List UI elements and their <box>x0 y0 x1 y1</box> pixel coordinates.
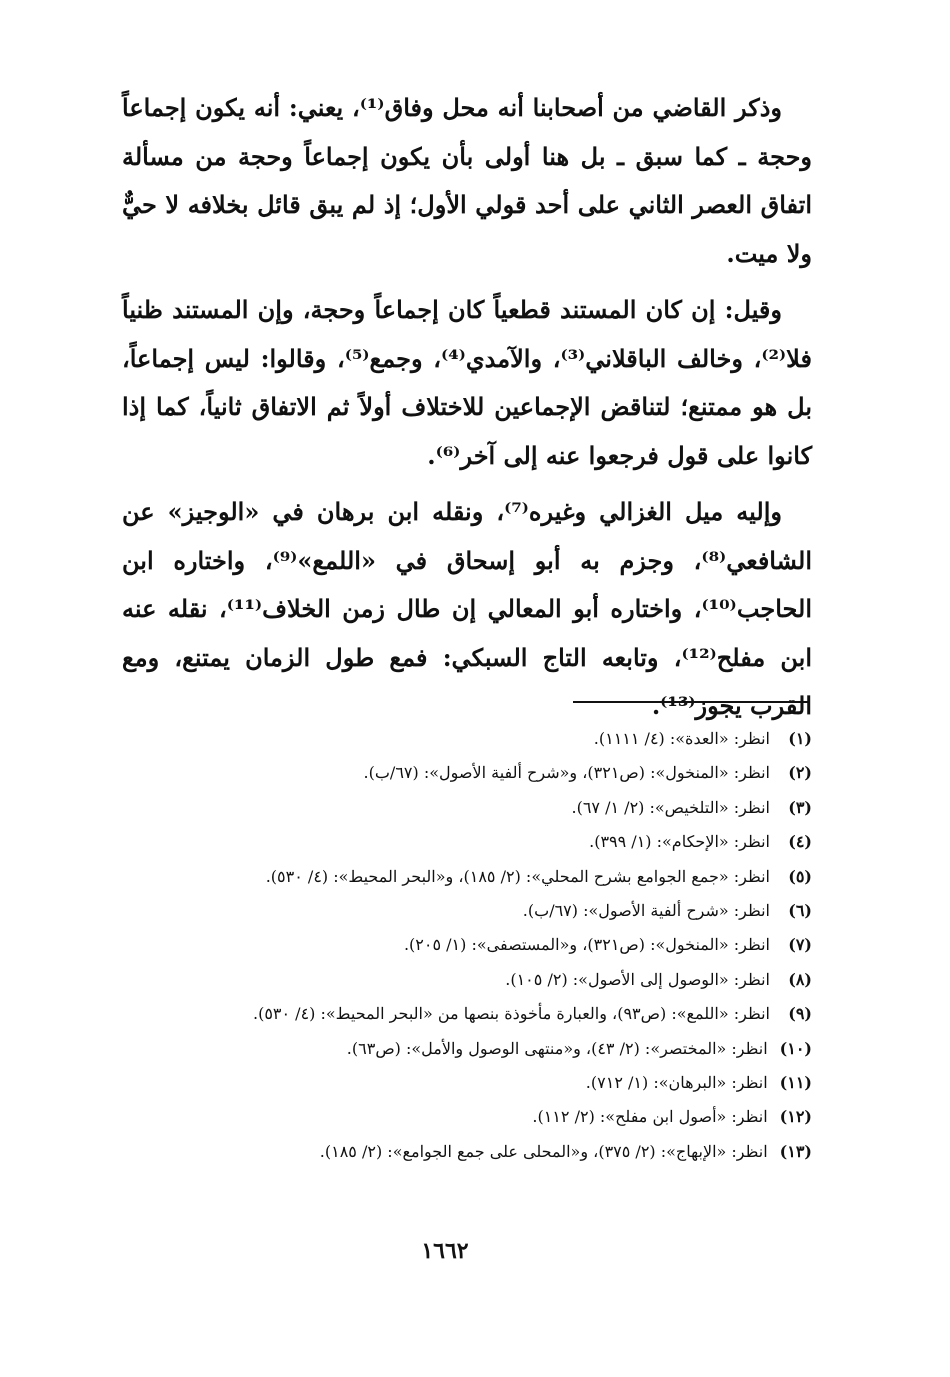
footnote-text: انظر: «المنخول»: (ص٣٢١)، و«شرح ألفية الأصول»: (٦٧/ب). <box>363 763 770 783</box>
footnote-text: انظر: «جمع الجوامع بشرح المحلي»: (٢/ ١٨٥)، و«البحر المحيط»: (٤/ ٥٣٠). <box>265 866 770 886</box>
footnote <box>112 791 812 825</box>
page-number: ١٦٦٢ <box>421 1238 469 1264</box>
footnote-number: (١٠) <box>779 1038 812 1058</box>
footnote-number: (١٣) <box>779 1141 812 1161</box>
footnote <box>112 825 812 859</box>
body-text <box>122 84 812 731</box>
footnote <box>112 997 812 1031</box>
footnote-number: (٩) <box>788 1004 812 1024</box>
footnote-text: انظر: «العدة»: (٤/ ١١١١). <box>593 729 770 748</box>
footnote-text: انظر: «أصول ابن مفلح»: (٢/ ١١٢). <box>532 1107 768 1127</box>
footnote-number: (١٢) <box>779 1107 812 1127</box>
footnote-number: (١) <box>788 729 812 748</box>
footnote-separator <box>573 701 809 703</box>
footnote <box>112 756 812 790</box>
footnote <box>112 963 812 997</box>
footnote-text: انظر: «الإبهاج»: (٢/ ٣٧٥)، و«المحلى على جمع الجوامع»: (٢/ ١٨٥). <box>319 1141 768 1161</box>
footnote-text: انظر: «البرهان»: (١/ ٧١٢). <box>585 1073 768 1093</box>
footnote-text: انظر: «الإحكام»: (١/ ٣٩٩). <box>589 832 770 852</box>
footnote-number: (٢) <box>788 763 812 783</box>
footnote <box>112 1100 812 1134</box>
footnotes <box>112 722 812 1169</box>
footnote-text: انظر: «التلخيص»: (٢/ ١/ ٦٧). <box>571 797 770 817</box>
footnote <box>112 928 812 962</box>
paragraph: وإليه ميل الغزالي وغيره⁽⁷⁾، ونقله ابن برهان في «الوجيز» عن الشافعي⁽⁸⁾، وجزم به أبو إسحاق في «اللمع»⁽⁹⁾، واختاره ابن الحاجب⁽¹⁰⁾، واختاره أبو المعالي إن طال زمن الخلاف⁽¹¹⁾، نقله عنه ابن مفلح⁽¹²⁾، وتابعه التاج السبكي: فمع طول الزمان يمتنع، ومع القرب يجوز⁽¹³⁾. <box>122 497 813 720</box>
footnote-text: انظر: «الوصول إلى الأصول»: (٢/ ١٠٥). <box>505 969 770 989</box>
footnote-number: (٧) <box>788 935 812 955</box>
footnote-text: انظر: «المختصر»: (٢/ ٤٣)، و«منتهى الوصول والأمل»: (ص٦٣). <box>346 1038 768 1058</box>
footnote-number: (٤) <box>788 832 812 852</box>
footnote <box>112 1032 812 1066</box>
footnote <box>112 1135 812 1169</box>
footnote-number: (٦) <box>788 901 812 921</box>
footnote <box>112 722 812 756</box>
footnote <box>112 1066 812 1100</box>
footnote-number: (٨) <box>788 969 812 989</box>
paragraph: وقيل: إن كان المستند قطعياً كان إجماعاً وحجة، وإن المستند ظنياً فلا⁽²⁾، وخالف الباقلاني⁽³⁾، والآمدي⁽⁴⁾، وجمع⁽⁵⁾، وقالوا: ليس إجماعاً، بل هو ممتنع؛ لتناقض الإجماعين للاختلاف أولاً ثم الاتفاق ثانياً، كما إذا كانوا على قول فرجعوا عنه إلى آخر⁽⁶⁾. <box>122 295 813 470</box>
footnote <box>112 860 812 894</box>
paragraph: وذكر القاضي من أصحابنا أنه محل وفاق⁽¹⁾، يعني: أنه يكون إجماعاً وحجة ـ كما سبق ـ بل هنا أولى بأن يكون إجماعاً وحجة من مسألة اتفاق العصر الثاني على أحد قولي الأول؛ إذ لم يبق قائل بخلافه لا حيٌّ ولا ميت. <box>122 93 813 268</box>
footnote-text: انظر: «اللمع»: (ص٩٣)، والعبارة مأخوذة بنصها من «البحر المحيط»: (٤/ ٥٣٠). <box>252 1004 770 1024</box>
footnote-number: (٥) <box>788 866 812 886</box>
footnote-number: (١١) <box>779 1073 812 1093</box>
footnote-text: انظر: «شرح ألفية الأصول»: (٦٧/ب). <box>522 901 770 921</box>
footnote-number: (٣) <box>788 797 812 817</box>
footnote-text: انظر: «المنخول»: (ص٣٢١)، و«المستصفى»: (١/ ٢٠٥). <box>403 935 770 955</box>
footnote <box>112 894 812 928</box>
